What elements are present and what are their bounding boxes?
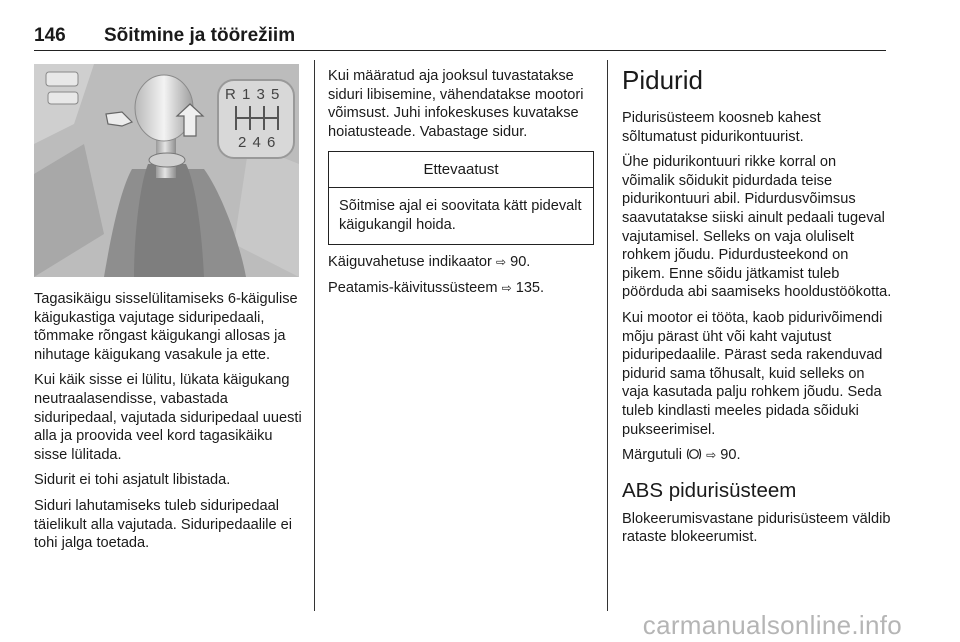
paragraph: Ühe pidurikontuuri rikke korral on võimalik sõidukit pidurdada teise pidurikontuuri abil. Pidurdusvõimsus saavutatakse siiski ainult pedaali tugeval vajutamisel. Selleks on vaja oluliselt rohkem jõudu. Pidurdusteekond on pikem. Enne sõidu jätkamist tuleb pöörduda abi saamiseks hooldustöökotta.: [622, 154, 892, 301]
reference-label: Käiguvahetuse indikaator: [328, 254, 492, 271]
column-divider: [607, 60, 608, 611]
paragraph: Siduri lahutamiseks tuleb siduripedaal täielikult alla vajutada. Siduripedaalile ei tohi jalga toetada.: [34, 497, 292, 552]
page-reference-arrow-icon: ⇨: [706, 448, 717, 463]
paragraph: Kui määratud aja jooksul tuvastatakse siduri libisemine, vähendatakse mootori võimsust. Juhi infokeskuses kuvatakse hoiatusteade. Vabastage sidur.: [328, 68, 584, 140]
caution-text: Sõitmise ajal ei soovitata kätt pidevalt käigukangil hoida.: [339, 197, 582, 233]
column-right: [622, 67, 892, 554]
reference-label: Peatamis-käivitussüsteem: [328, 279, 498, 296]
paragraph: Sidurit ei tohi asjatult libistada.: [34, 472, 231, 489]
shift-pattern-top: R 1 3 5: [225, 86, 281, 103]
paragraph: Pidurisüsteem koosneb kahest sõltumatust pidurikontuurist.: [622, 110, 821, 145]
reference-label: Märgutuli: [622, 447, 683, 464]
brake-warning-lamp-icon: [686, 447, 702, 461]
cross-reference: [622, 446, 892, 465]
reference-page: 90.: [510, 254, 531, 271]
page-header: [34, 26, 886, 51]
paragraph: Blokeerumisvastane pidurisüsteem väldib rataste blokeerumist.: [622, 510, 891, 546]
watermark: carmanualsonline.info: [642, 610, 902, 640]
column-middle: [328, 67, 594, 304]
reference-page: 90.: [720, 447, 741, 464]
column-left: [34, 290, 302, 560]
cross-reference: [328, 253, 594, 272]
shift-pattern-bottom: 2 4 6: [238, 134, 277, 151]
shift-pattern-grid: [230, 106, 282, 132]
paragraph: Kui mootor ei tööta, kaob pidurivõimendi mõju pärast üht või kaht vajutust piduripedaalile. Pärast seda rakenduvad pidurid sama tõhusalt, kuid selleks on vaja kasutada palju rohkem jõudu. Seda tuleb kindlasti meeles pidada sõiduki pukseerimisel.: [622, 309, 883, 438]
heading-abs: ABS pidurisüsteem: [622, 478, 797, 502]
cross-reference: [328, 279, 594, 298]
reference-page: 135.: [515, 279, 545, 296]
page-reference-arrow-icon: ⇨: [501, 280, 512, 295]
paragraph: Tagasikäigu sisselülitamiseks 6-käigulise käigukastiga vajutage siduripedaali, tõmmake rõngast käigukangi allosas ja nihutage käigukang vasakule ja ette.: [34, 291, 298, 363]
heading-brakes: Pidurid: [622, 65, 703, 95]
column-divider: [314, 60, 315, 611]
caution-title: Ettevaatust: [329, 152, 593, 188]
section-title: Sõitmine ja töörežiim: [104, 25, 296, 46]
paragraph: Kui käik sisse ei lülitu, lükata käigukang neutraalasendisse, vabastada siduripedaal, vajutada siduripedaal uuesti alla ja proovida veel kord tagasikäiku sisse lülitada.: [34, 372, 302, 463]
page-number: 146: [34, 25, 66, 46]
caution-box: [328, 151, 594, 245]
page-reference-arrow-icon: ⇨: [495, 255, 507, 270]
gear-shift-illustration: [34, 64, 299, 277]
